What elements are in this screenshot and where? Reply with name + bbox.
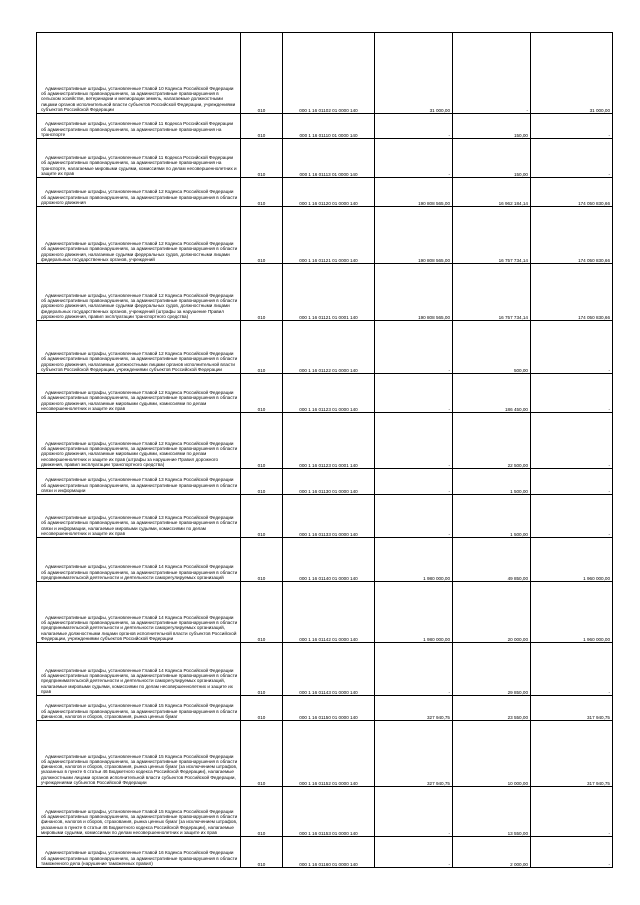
row-executed-cell: 16 757 734,14 [453, 207, 531, 264]
row-line-code-cell: 010 [241, 495, 283, 538]
row-unexecuted-cell: - [531, 837, 613, 868]
row-classification-code-cell: 000 1 16 01121 01 0000 140 [283, 207, 375, 264]
row-line-code-cell: 010 [241, 837, 283, 868]
table-row [37, 837, 613, 868]
row-name-cell: Административные штрафы, установленные Главой 15 Кодекса Российской Федерации об административных правонарушениях, за административные правонарушения в области финансов, налогов и сборов, страхования, рынка ценных бумаг (за исключением штрафов, указанных в пункте 6 статьи 46 Бюджетного кодекса Российской Федерации), налагаемые мировыми судьями, комиссиями по делам несовершеннолетних и защите их прав [37, 787, 241, 837]
row-name-cell: Административные штрафы, установленные Главой 13 Кодекса Российской Федерации об административных правонарушениях, за административные правонарушения в области связи и информации, налагаемые мировыми судьями, комиссиями по делам несовершеннолетних и защите их прав [37, 495, 241, 538]
row-approved-cell: - [375, 374, 453, 413]
table-row [37, 721, 613, 787]
row-executed-cell: 1 500,00 [453, 495, 531, 538]
table-row [37, 139, 613, 178]
row-unexecuted-cell: - [531, 374, 613, 413]
row-classification-code-cell: 000 1 16 01143 01 0000 140 [283, 643, 375, 696]
row-classification-code-cell: 000 1 16 01102 01 0000 140 [283, 33, 375, 114]
row-executed-cell: 150,00 [453, 114, 531, 139]
table-row [37, 207, 613, 264]
row-approved-cell: - [375, 321, 453, 374]
table-row [37, 643, 613, 696]
row-classification-code-cell: 000 1 16 01123 01 0001 140 [283, 413, 375, 469]
row-unexecuted-cell: 317 940,75 [531, 696, 613, 721]
row-line-code-cell: 010 [241, 33, 283, 114]
row-unexecuted-cell: 174 050 830,66 [531, 178, 613, 207]
table-row [37, 178, 613, 207]
row-line-code-cell: 010 [241, 787, 283, 837]
table-row [37, 114, 613, 139]
row-unexecuted-cell: - [531, 413, 613, 469]
row-line-code-cell: 010 [241, 139, 283, 178]
row-approved-cell: 1 980 000,00 [375, 538, 453, 582]
row-name-cell: Административные штрафы, установленные Главой 12 Кодекса Российской Федерации об административных правонарушениях, за административные правонарушения в области дорожного движения, налагаемые мировыми судьями, комиссиями по делам несовершеннолетних и защите их прав [37, 374, 241, 413]
table-row [37, 469, 613, 495]
table-row [37, 538, 613, 582]
row-name-cell: Административные штрафы, установленные Главой 13 Кодекса Российской Федерации об административных правонарушениях, за административные правонарушения в области связи и информации [37, 469, 241, 495]
row-unexecuted-cell: - [531, 469, 613, 495]
row-name-cell: Административные штрафы, установленные Главой 12 Кодекса Российской Федерации об административных правонарушениях, за административные правонарушения в области дорожного движения, налагаемые мировыми судьями, комиссиями по делам несовершеннолетних и защите их прав (штрафы за нарушение Правил дорожного движения, правил эксплуатации транспортного средства) [37, 413, 241, 469]
row-approved-cell: 190 808 565,00 [375, 178, 453, 207]
row-line-code-cell: 010 [241, 721, 283, 787]
row-name-cell: Административные штрафы, установленные Главой 12 Кодекса Российской Федерации об административных правонарушениях, за административные правонарушения в области дорожного движения [37, 178, 241, 207]
row-approved-cell: 327 940,75 [375, 721, 453, 787]
row-classification-code-cell: 000 1 16 01140 01 0000 140 [283, 538, 375, 582]
row-classification-code-cell: 000 1 16 01123 01 0000 140 [283, 374, 375, 413]
row-classification-code-cell: 000 1 16 01122 01 0000 140 [283, 321, 375, 374]
row-classification-code-cell: 000 1 16 01120 01 0000 140 [283, 178, 375, 207]
row-executed-cell: 23 550,00 [453, 696, 531, 721]
row-classification-code-cell: 000 1 16 01150 01 0000 140 [283, 696, 375, 721]
row-executed-cell: 20 000,00 [453, 582, 531, 643]
row-approved-cell: 327 940,75 [375, 696, 453, 721]
row-line-code-cell: 010 [241, 696, 283, 721]
row-approved-cell: - [375, 114, 453, 139]
row-approved-cell: - [375, 413, 453, 469]
row-name-cell: Административные штрафы, установленные Главой 12 Кодекса Российской Федерации об административных правонарушениях, за административные правонарушения в области дорожного движения, налагаемые судьями федеральных судов, должностными лицами федеральных государственных органов, учреждений [37, 207, 241, 264]
row-classification-code-cell: 000 1 16 01121 01 0001 140 [283, 264, 375, 321]
row-line-code-cell: 010 [241, 374, 283, 413]
table-body [37, 33, 613, 868]
row-classification-code-cell: 000 1 16 01153 01 0000 140 [283, 787, 375, 837]
row-name-cell: Административные штрафы, установленные Главой 10 Кодекса Российской Федерации об административных правонарушениях, за административные правонарушения в сельском хозяйстве, ветеринарии и мелиорации земель, налагаемые должностными лицами органов исполнительной власти субъектов Российской Федерации, учреждениями субъектов Российской Федерации [37, 33, 241, 114]
row-unexecuted-cell: 1 960 000,00 [531, 582, 613, 643]
row-executed-cell: 29 850,00 [453, 643, 531, 696]
row-approved-cell: - [375, 139, 453, 178]
row-line-code-cell: 010 [241, 582, 283, 643]
row-unexecuted-cell: 1 960 000,00 [531, 538, 613, 582]
row-line-code-cell: 010 [241, 178, 283, 207]
row-classification-code-cell: 000 1 16 01133 01 0000 140 [283, 495, 375, 538]
table-row [37, 321, 613, 374]
row-classification-code-cell: 000 1 16 01113 01 0000 140 [283, 139, 375, 178]
row-executed-cell: - [453, 33, 531, 114]
row-executed-cell: 13 550,00 [453, 787, 531, 837]
row-unexecuted-cell: - [531, 787, 613, 837]
row-line-code-cell: 010 [241, 114, 283, 139]
row-unexecuted-cell: 174 050 830,66 [531, 207, 613, 264]
row-name-cell: Административные штрафы, установленные Главой 14 Кодекса Российской Федерации об административных правонарушениях, за административные правонарушения в области предпринимательской деятельности и деятельности саморегулируемых организаций [37, 538, 241, 582]
table-row [37, 495, 613, 538]
row-line-code-cell: 010 [241, 643, 283, 696]
row-unexecuted-cell: 317 940,75 [531, 721, 613, 787]
row-approved-cell: - [375, 469, 453, 495]
table-row [37, 374, 613, 413]
row-approved-cell: - [375, 837, 453, 868]
row-executed-cell: 16 962 184,14 [453, 178, 531, 207]
row-unexecuted-cell: 31 000,00 [531, 33, 613, 114]
row-approved-cell: 190 808 565,00 [375, 207, 453, 264]
row-name-cell: Административные штрафы, установленные Главой 12 Кодекса Российской Федерации об административных правонарушениях, за административные правонарушения в области дорожного движения, налагаемые судьями федеральных судов, должностными лицами федеральных государственных органов, учреждений (штрафы за нарушение Правил дорожного движения, правил эксплуатации транспортного средства) [37, 264, 241, 321]
table-row [37, 33, 613, 114]
row-name-cell: Административные штрафы, установленные Главой 15 Кодекса Российской Федерации об административных правонарушениях, за административные правонарушения в области финансов, налогов и сборов, страхования, рынка ценных бумаг (за исключением штрафов, указанных в пункте 6 статьи 46 Бюджетного кодекса Российской Федерации), налагаемые должностными лицами органов исполнительной власти субъектов Российской Федерации, учреждениями субъектов Российской Федерации [37, 721, 241, 787]
row-executed-cell: 186 450,00 [453, 374, 531, 413]
row-executed-cell: 22 500,00 [453, 413, 531, 469]
budget-execution-table [36, 32, 613, 868]
table-row [37, 264, 613, 321]
row-executed-cell: 10 000,00 [453, 721, 531, 787]
row-name-cell: Административные штрафы, установленные Главой 14 Кодекса Российской Федерации об административных правонарушениях, за административные правонарушения в области предпринимательской деятельности и деятельности саморегулируемых организаций, налагаемые должностными лицами органов исполнительной власти субъектов Российской Федерации, учреждениями субъектов Российской Федерации [37, 582, 241, 643]
row-name-cell: Административные штрафы, установленные Главой 16 Кодекса Российской Федерации об административных правонарушениях, за административные правонарушения в области таможенного дела (нарушение таможенных правил) [37, 837, 241, 868]
row-unexecuted-cell: 174 050 830,66 [531, 264, 613, 321]
row-approved-cell: - [375, 495, 453, 538]
row-unexecuted-cell: - [531, 495, 613, 538]
row-name-cell: Административные штрафы, установленные Главой 11 Кодекса Российской Федерации об административных правонарушениях, за административные правонарушения на транспорте, налагаемые мировыми судьями, комиссиями по делам несовершеннолетних и защите их прав [37, 139, 241, 178]
row-executed-cell: 150,00 [453, 139, 531, 178]
row-approved-cell: - [375, 643, 453, 696]
table-row [37, 582, 613, 643]
row-unexecuted-cell: - [531, 643, 613, 696]
row-approved-cell: - [375, 787, 453, 837]
row-line-code-cell: 010 [241, 413, 283, 469]
row-name-cell: Административные штрафы, установленные Главой 11 Кодекса Российской Федерации об административных правонарушениях, за административные правонарушения на транспорте [37, 114, 241, 139]
row-executed-cell: 1 500,00 [453, 469, 531, 495]
row-name-cell: Административные штрафы, установленные Главой 12 Кодекса Российской Федерации об административных правонарушениях, за административные правонарушения в области дорожного движения, налагаемые должностными лицами органов исполнительной власти субъектов Российской Федерации, учреждениями субъектов Российской Федерации [37, 321, 241, 374]
row-unexecuted-cell: - [531, 139, 613, 178]
row-classification-code-cell: 000 1 16 01130 01 0000 140 [283, 469, 375, 495]
row-executed-cell: 500,00 [453, 321, 531, 374]
row-line-code-cell: 010 [241, 264, 283, 321]
row-executed-cell: 16 757 734,14 [453, 264, 531, 321]
row-unexecuted-cell: - [531, 114, 613, 139]
table-row [37, 696, 613, 721]
row-line-code-cell: 010 [241, 538, 283, 582]
row-classification-code-cell: 000 1 16 01110 01 0000 140 [283, 114, 375, 139]
row-executed-cell: 2 000,00 [453, 837, 531, 868]
row-classification-code-cell: 000 1 16 01152 01 0000 140 [283, 721, 375, 787]
row-approved-cell: 31 000,00 [375, 33, 453, 114]
row-line-code-cell: 010 [241, 321, 283, 374]
row-line-code-cell: 010 [241, 207, 283, 264]
row-executed-cell: 49 850,00 [453, 538, 531, 582]
row-classification-code-cell: 000 1 16 01160 01 0000 140 [283, 837, 375, 868]
row-approved-cell: 1 980 000,00 [375, 582, 453, 643]
row-approved-cell: 190 808 565,00 [375, 264, 453, 321]
row-line-code-cell: 010 [241, 469, 283, 495]
table-row [37, 787, 613, 837]
row-unexecuted-cell: - [531, 321, 613, 374]
table-row [37, 413, 613, 469]
row-name-cell: Административные штрафы, установленные Главой 15 Кодекса Российской Федерации об административных правонарушениях, за административные правонарушения в области финансов, налогов и сборов, страхования, рынка ценных бумаг [37, 696, 241, 721]
row-classification-code-cell: 000 1 16 01142 01 0000 140 [283, 582, 375, 643]
row-name-cell: Административные штрафы, установленные Главой 14 Кодекса Российской Федерации об административных правонарушениях, за административные правонарушения в области предпринимательской деятельности и деятельности саморегулируемых организаций, налагаемые мировыми судьями, комиссиями по делам несовершеннолетних и защите их прав [37, 643, 241, 696]
